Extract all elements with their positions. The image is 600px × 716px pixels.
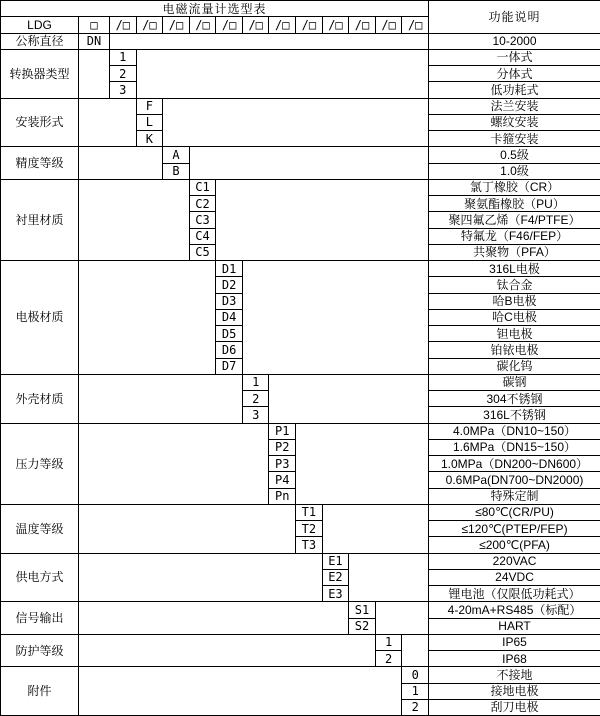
spacer — [79, 553, 323, 602]
category-label-signal-output: 信号输出 — [1, 602, 79, 635]
option-code: D1 — [216, 261, 243, 277]
option-desc: IP65 — [429, 634, 600, 650]
option-desc: 碳化钨 — [429, 358, 600, 374]
spacer — [79, 261, 216, 375]
option-code: 2 — [242, 391, 269, 407]
option-code: B — [163, 163, 190, 179]
option-desc: 不接地 — [429, 667, 600, 683]
option-code: D5 — [216, 326, 243, 342]
spacer — [79, 49, 110, 98]
category-label-installation: 安装形式 — [1, 98, 79, 147]
option-code: 0 — [402, 667, 429, 683]
option-code: F — [136, 98, 163, 114]
option-code: 1 — [375, 634, 402, 650]
option-code: D4 — [216, 309, 243, 325]
model-slot-5: /□ — [216, 17, 243, 33]
spacer — [322, 504, 428, 553]
option-desc: 聚四氟乙烯（F4/PTFE） — [429, 212, 600, 228]
option-code: 2 — [375, 651, 402, 667]
option-desc: HART — [429, 618, 600, 634]
option-code: P1 — [269, 423, 296, 439]
spacer — [79, 423, 269, 504]
function-column-header: 功能说明 — [429, 1, 600, 34]
spacer — [79, 374, 243, 423]
option-code: 2 — [110, 66, 137, 82]
model-slot-12: /□ — [402, 17, 429, 33]
option-code: D6 — [216, 342, 243, 358]
option-code: 2 — [402, 699, 429, 715]
option-desc: ≤200℃(PFA) — [429, 537, 600, 553]
category-label-pressure-rating: 压力等级 — [1, 423, 79, 504]
spacer — [375, 602, 428, 635]
option-desc: 钛合金 — [429, 277, 600, 293]
option-code: A — [163, 147, 190, 163]
model-prefix-label: LDG — [1, 17, 79, 33]
category-label-nominal-diameter: 公称直径 — [1, 33, 79, 49]
option-code: E3 — [322, 586, 349, 602]
option-desc: 24VDC — [429, 569, 600, 585]
option-desc: 法兰安装 — [429, 98, 600, 114]
option-desc: 特氟龙（F46/FEP） — [429, 228, 600, 244]
model-slot-3: /□ — [163, 17, 190, 33]
option-desc: 4-20mA+RS485（标配） — [429, 602, 600, 618]
option-code: C1 — [189, 179, 216, 195]
option-code: C4 — [189, 228, 216, 244]
option-code: E2 — [322, 569, 349, 585]
option-desc: 聚氨酯橡胶（PU） — [429, 196, 600, 212]
spacer — [79, 98, 137, 147]
option-desc: 0.6MPa(DN700~DN2000) — [429, 472, 600, 488]
option-code: D3 — [216, 293, 243, 309]
spacer — [163, 98, 429, 147]
option-desc: 低功耗式 — [429, 82, 600, 98]
option-code: C5 — [189, 244, 216, 260]
option-desc: 分体式 — [429, 66, 600, 82]
model-slot-10: /□ — [349, 17, 376, 33]
option-code: P3 — [269, 456, 296, 472]
option-code: 1 — [242, 374, 269, 390]
model-slot-2: /□ — [136, 17, 163, 33]
spacer — [349, 553, 429, 602]
option-code: D2 — [216, 277, 243, 293]
option-code: T1 — [296, 504, 323, 520]
model-slot-8: /□ — [296, 17, 323, 33]
option-code: D7 — [216, 358, 243, 374]
spacer — [79, 179, 190, 260]
option-code: K — [136, 131, 163, 147]
option-desc: 螺纹安装 — [429, 114, 600, 130]
spacer — [79, 667, 402, 716]
spacer — [79, 147, 163, 180]
option-desc: 刮刀电极 — [429, 699, 600, 715]
category-label-protection-rating: 防护等级 — [1, 634, 79, 667]
spacer — [79, 504, 296, 553]
category-label-lining-material: 衬里材质 — [1, 179, 79, 260]
spacer — [136, 49, 428, 98]
option-desc: 316L电极 — [429, 261, 600, 277]
option-desc: 卡箍安装 — [429, 131, 600, 147]
spacer — [110, 33, 429, 49]
option-code: 1 — [110, 49, 137, 65]
option-code: 1 — [402, 683, 429, 699]
option-desc: 哈C电极 — [429, 309, 600, 325]
option-desc: 一体式 — [429, 49, 600, 65]
option-code: 3 — [110, 82, 137, 98]
model-slot-11: /□ — [375, 17, 402, 33]
option-desc: 接地电极 — [429, 683, 600, 699]
category-label-accessories: 附件 — [1, 667, 79, 716]
model-slot-4: /□ — [189, 17, 216, 33]
category-label-temperature-rating: 温度等级 — [1, 504, 79, 553]
spacer — [269, 374, 429, 423]
option-desc: 1.0MPa（DN200~DN600） — [429, 456, 600, 472]
option-desc: ≤120℃(PTEP/FEP) — [429, 521, 600, 537]
spacer — [296, 423, 429, 504]
option-desc: 4.0MPa（DN10~150） — [429, 423, 600, 439]
option-desc: 1.6MPa（DN15~150） — [429, 439, 600, 455]
option-code: L — [136, 114, 163, 130]
option-desc: 锂电池（仅限低功耗式） — [429, 586, 600, 602]
option-desc: IP68 — [429, 651, 600, 667]
option-desc: 钽电极 — [429, 326, 600, 342]
option-code: 3 — [242, 407, 269, 423]
model-slot-9: /□ — [322, 17, 349, 33]
spacer — [79, 602, 349, 635]
option-code: S2 — [349, 618, 376, 634]
option-desc: 碳钢 — [429, 374, 600, 390]
option-code: T3 — [296, 537, 323, 553]
option-desc: 0.5级 — [429, 147, 600, 163]
category-label-housing-material: 外壳材质 — [1, 374, 79, 423]
spacer — [216, 179, 429, 260]
option-code: C3 — [189, 212, 216, 228]
category-label-converter-type: 转换器类型 — [1, 49, 79, 98]
option-desc: 304不锈钢 — [429, 391, 600, 407]
option-desc: 1.0级 — [429, 163, 600, 179]
option-desc: 哈B电极 — [429, 293, 600, 309]
option-code: P2 — [269, 439, 296, 455]
option-code: Pn — [269, 488, 296, 504]
spacer — [242, 261, 428, 375]
option-desc: 220VAC — [429, 553, 600, 569]
option-desc: 特殊定制 — [429, 488, 600, 504]
option-code: C2 — [189, 196, 216, 212]
category-label-electrode-material: 电极材质 — [1, 261, 79, 375]
option-code: T2 — [296, 521, 323, 537]
model-first-box: □ — [79, 17, 110, 33]
spacer — [189, 147, 428, 180]
category-label-power-supply: 供电方式 — [1, 553, 79, 602]
option-desc: 共聚物（PFA） — [429, 244, 600, 260]
option-desc: ≤80℃(CR/PU) — [429, 504, 600, 520]
option-desc: 316L不锈钢 — [429, 407, 600, 423]
option-code: S1 — [349, 602, 376, 618]
option-code: DN — [79, 33, 110, 49]
category-label-accuracy: 精度等级 — [1, 147, 79, 180]
spacer — [79, 634, 376, 667]
table-title: 电磁流量计选型表 — [1, 1, 429, 17]
spacer — [402, 634, 429, 667]
option-desc: 铂铱电极 — [429, 342, 600, 358]
option-desc: 10-2000 — [429, 33, 600, 49]
model-slot-6: /□ — [242, 17, 269, 33]
model-slot-1: /□ — [110, 17, 137, 33]
option-code: E1 — [322, 553, 349, 569]
model-slot-7: /□ — [269, 17, 296, 33]
option-code: P4 — [269, 472, 296, 488]
option-desc: 氯丁橡胶（CR） — [429, 179, 600, 195]
